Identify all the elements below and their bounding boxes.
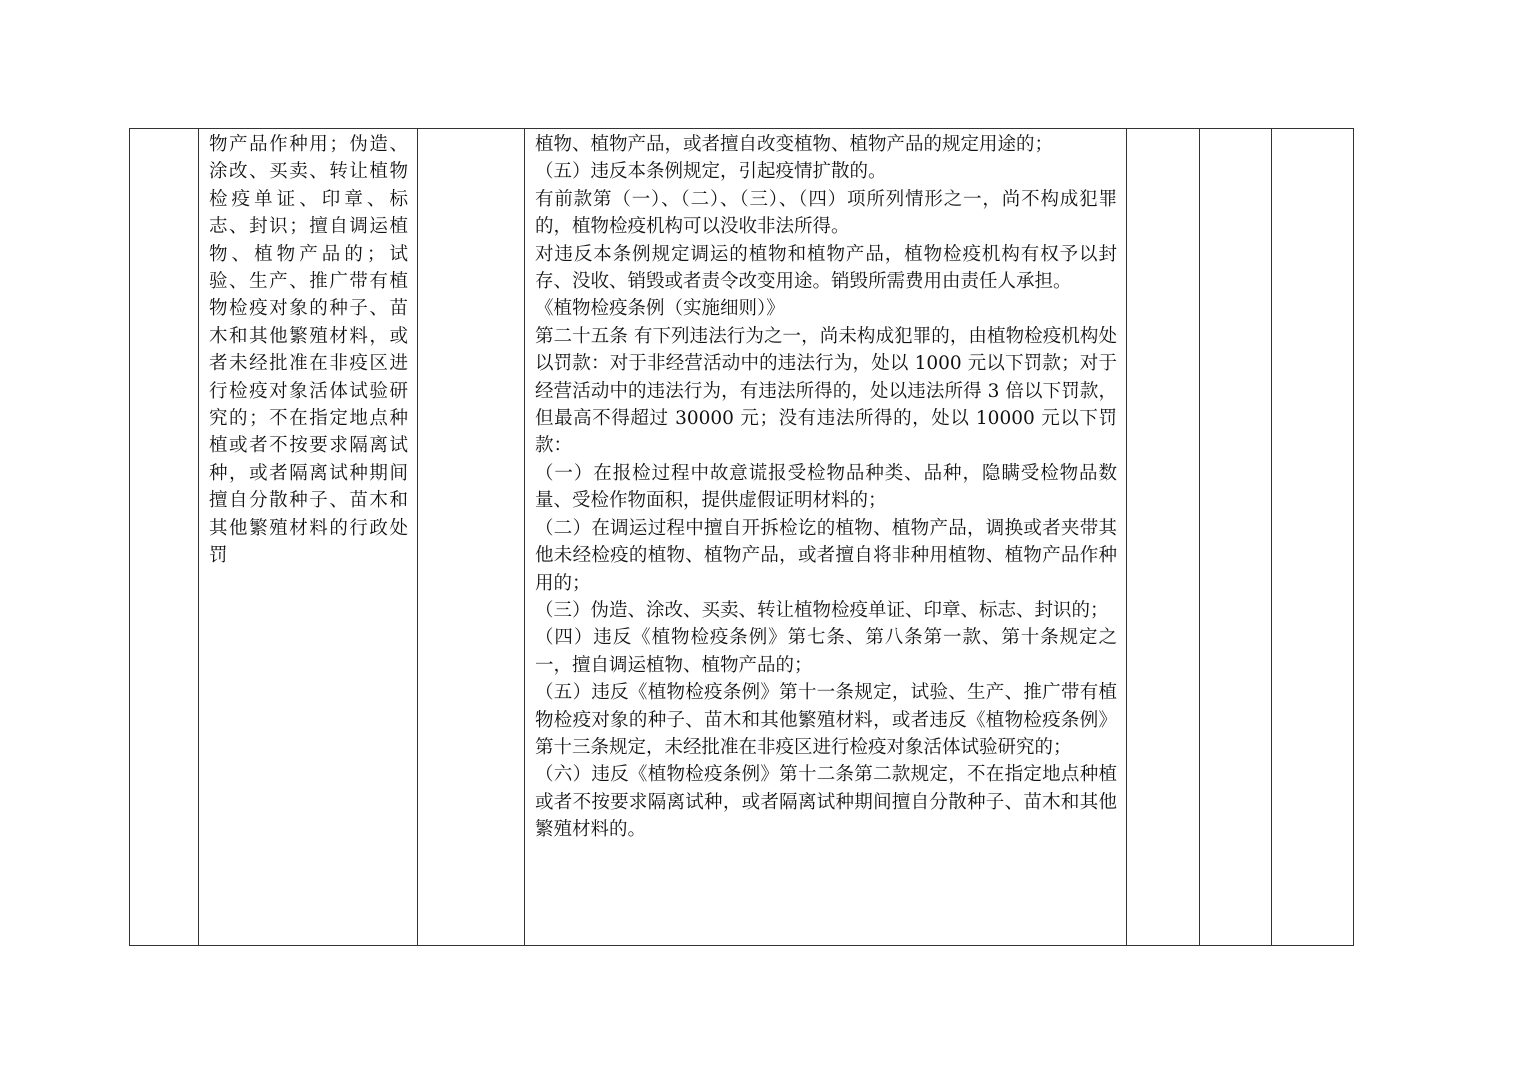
basis-paragraph: （六）违反《植物检疫条例》第十二条第二款规定，不在指定地点种植或者不按要求隔离试种，或者隔离试种期间擅自分散种子、苗木和其他繁殖材料的。 — [535, 764, 1117, 841]
basis-paragraph: （四）违反《植物检疫条例》第七条、第八条第一款、第十条规定之一，擅自调运植物、植物产品的； — [535, 627, 1117, 676]
basis-paragraph: （五）违反本条例规定，引起疫情扩散的。 — [535, 161, 887, 183]
basis-paragraph: （五）违反《植物检疫条例》第十一条规定，试验、生产、推广带有植物检疫对象的种子、苗木和其他繁殖材料，或者违反《植物检疫条例》第十三条规定，未经批准在非疫区进行检疫对象活体试验研究的； — [535, 682, 1117, 758]
cell-extra-1 — [1127, 129, 1200, 946]
cell-extra-3 — [1272, 129, 1354, 946]
cell-item-name — [199, 129, 418, 946]
basis-paragraph: 《植物检疫条例（实施细则）》 — [535, 298, 785, 320]
cell-legal-basis — [525, 129, 1127, 946]
basis-paragraph: 对违反本条例规定调运的植物和植物产品，植物检疫机构有权予以封存、没收、销毁或者责令改变用途。销毁所需费用由责任人承担。 — [535, 243, 1117, 293]
basis-paragraph: （三）伪造、涂改、买卖、转让植物检疫单证、印章、标志、封识的； — [535, 599, 1109, 621]
cell-code — [418, 129, 525, 946]
basis-paragraph: （二）在调运过程中擅自开拆检讫的植物、植物产品，调换或者夹带其他未经检疫的植物、植物产品，或者擅自将非种用植物、植物产品作种用的； — [535, 517, 1117, 594]
basis-paragraph: （一）在报检过程中故意谎报受检物品种类、品种，隐瞒受检物品数量、受检作物面积，提供虚假证明材料的； — [535, 462, 1117, 512]
cell-extra-2 — [1200, 129, 1272, 946]
basis-paragraph: 有前款第（一）、（二）、（三）、（四）项所列情形之一，尚不构成犯罪的，植物检疫机构可以没收非法所得。 — [535, 188, 1117, 238]
cell-index — [130, 129, 199, 946]
penalty-table — [129, 128, 1354, 946]
table-row — [130, 129, 1354, 946]
legal-basis-text — [525, 129, 1126, 844]
basis-paragraph: 植物、植物产品，或者擅自改变植物、植物产品的规定用途的； — [535, 134, 1054, 155]
item-name-text: 物产品作种用；伪造、涂改、买卖、转让植物检疫单证、印章、标志、封识；擅自调运植物、植物产品的；试验、生产、推广带有植物检疫对象的种子、苗木和其他繁殖材料，或者未经批准在非疫区进行检疫对象活体试验研究的；不在指定地点种植或者不按要求隔离试种，或者隔离试种期间擅自分散种子、苗木和其他繁殖材料的行政处罚 — [209, 134, 408, 567]
basis-paragraph: 第二十五条 有下列违法行为之一，尚未构成犯罪的，由植物检疫机构处以罚款：对于非经营活动中的违法行为，处以 1000 元以下罚款；对于经营活动中的违法行为，有违法所得的，处以违法所得 3 倍以下罚款，但最高不得超过 30000 元；没有违法所得的，处以 10000 元以下罚款： — [535, 325, 1117, 457]
